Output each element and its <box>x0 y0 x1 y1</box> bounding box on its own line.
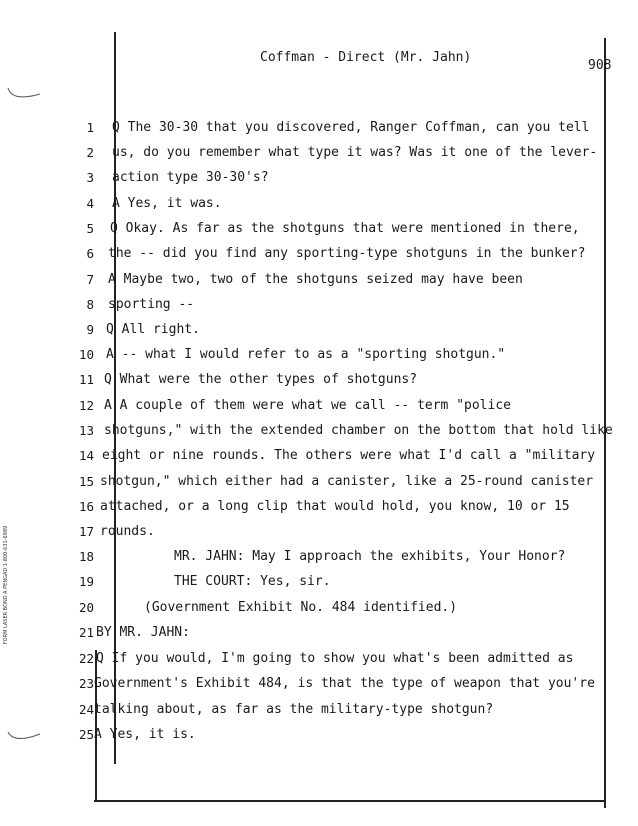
line-text: Q Okay. As far as the shotguns that were mentioned in there, <box>110 221 580 236</box>
line-number: 2 <box>86 145 94 160</box>
bottom-margin-rule <box>94 800 606 802</box>
line-number: 3 <box>86 170 94 185</box>
left-margin-rule-lower <box>95 650 97 800</box>
page-title: Coffman - Direct (Mr. Jahn) <box>260 50 472 65</box>
line-text: A -- what I would refer to as a "sporting shotgun." <box>106 347 506 362</box>
line-number: 17 <box>78 524 94 539</box>
line-text: Q If you would, I'm going to show you what's been admitted as <box>96 651 574 666</box>
transcript-line <box>0 702 638 722</box>
line-number: 10 <box>78 347 94 362</box>
line-text: MR. JAHN: May I approach the exhibits, Your Honor? <box>174 549 566 564</box>
transcript-line <box>0 398 638 418</box>
transcript-line <box>0 145 638 165</box>
line-number: 13 <box>78 423 94 438</box>
line-number: 25 <box>78 727 94 742</box>
transcript-line <box>0 423 638 443</box>
line-number: 9 <box>86 322 94 337</box>
transcript-line <box>0 347 638 367</box>
line-text: shotgun," which either had a canister, like a 25-round canister <box>100 474 594 489</box>
line-number: 19 <box>78 574 94 589</box>
line-number: 16 <box>78 499 94 514</box>
line-number: 7 <box>86 272 94 287</box>
line-number: 23 <box>78 676 94 691</box>
transcript-line <box>0 120 638 140</box>
transcript-line <box>0 448 638 468</box>
form-side-label: FORM LASER BOND A PENGAD 1-800-631-6989 <box>3 525 9 645</box>
transcript-line <box>0 727 638 747</box>
transcript-line <box>0 676 638 696</box>
transcript-line <box>0 272 638 292</box>
line-number: 20 <box>78 600 94 615</box>
line-number: 6 <box>86 246 94 261</box>
line-text: attached, or a long clip that would hold, you know, 10 or 15 <box>100 499 570 514</box>
transcript-line <box>0 574 638 594</box>
page-number: 908 <box>588 58 612 73</box>
line-text: BY MR. JAHN: <box>96 625 190 640</box>
line-text: eight or nine rounds. The others were what I'd call a "military <box>102 448 596 463</box>
transcript-line <box>0 600 638 620</box>
line-text: Q The 30-30 that you discovered, Ranger Coffman, can you tell <box>112 120 590 135</box>
line-number: 22 <box>78 651 94 666</box>
transcript-line <box>0 499 638 519</box>
transcript-line <box>0 372 638 392</box>
line-text: sporting -- <box>108 297 195 312</box>
line-text: THE COURT: Yes, sir. <box>174 574 331 589</box>
line-text: us, do you remember what type it was? Was it one of the lever- <box>112 145 598 160</box>
page-header <box>0 50 638 73</box>
transcript-line <box>0 170 638 190</box>
line-number: 15 <box>78 474 94 489</box>
line-number: 14 <box>78 448 94 463</box>
line-text: shotguns," with the extended chamber on the bottom that hold like <box>104 423 613 438</box>
transcript-line <box>0 322 638 342</box>
line-number: 5 <box>86 221 94 236</box>
transcript-line <box>0 196 638 216</box>
line-text: talking about, as far as the military-type shotgun? <box>94 702 494 717</box>
hole-mark-top <box>4 84 44 108</box>
line-number: 21 <box>78 625 94 640</box>
transcript-line <box>0 246 638 266</box>
line-text: A Maybe two, two of the shotguns seized may have been <box>108 272 523 287</box>
line-number: 11 <box>78 372 94 387</box>
transcript-line <box>0 297 638 317</box>
line-number: 24 <box>78 702 94 717</box>
line-text: A A couple of them were what we call -- term "police <box>104 398 511 413</box>
transcript-line <box>0 651 638 671</box>
line-text: A Yes, it is. <box>94 727 196 742</box>
line-number: 8 <box>86 297 94 312</box>
line-text: Government's Exhibit 484, is that the type of weapon that you're <box>94 676 595 691</box>
line-text: rounds. <box>100 524 155 539</box>
transcript-line <box>0 221 638 241</box>
line-number: 18 <box>78 549 94 564</box>
line-text: the -- did you find any sporting-type shotguns in the bunker? <box>108 246 586 261</box>
line-text: Q What were the other types of shotguns? <box>104 372 418 387</box>
line-number: 1 <box>86 120 94 135</box>
transcript-line <box>0 549 638 569</box>
line-number: 12 <box>78 398 94 413</box>
transcript-line <box>0 625 638 645</box>
line-number: 4 <box>86 196 94 211</box>
line-text: A Yes, it was. <box>112 196 222 211</box>
line-text: Q All right. <box>106 322 200 337</box>
transcript-line <box>0 524 638 544</box>
transcript-line <box>0 474 638 494</box>
line-text: action type 30-30's? <box>112 170 269 185</box>
line-text: (Government Exhibit No. 484 identified.) <box>144 600 458 615</box>
